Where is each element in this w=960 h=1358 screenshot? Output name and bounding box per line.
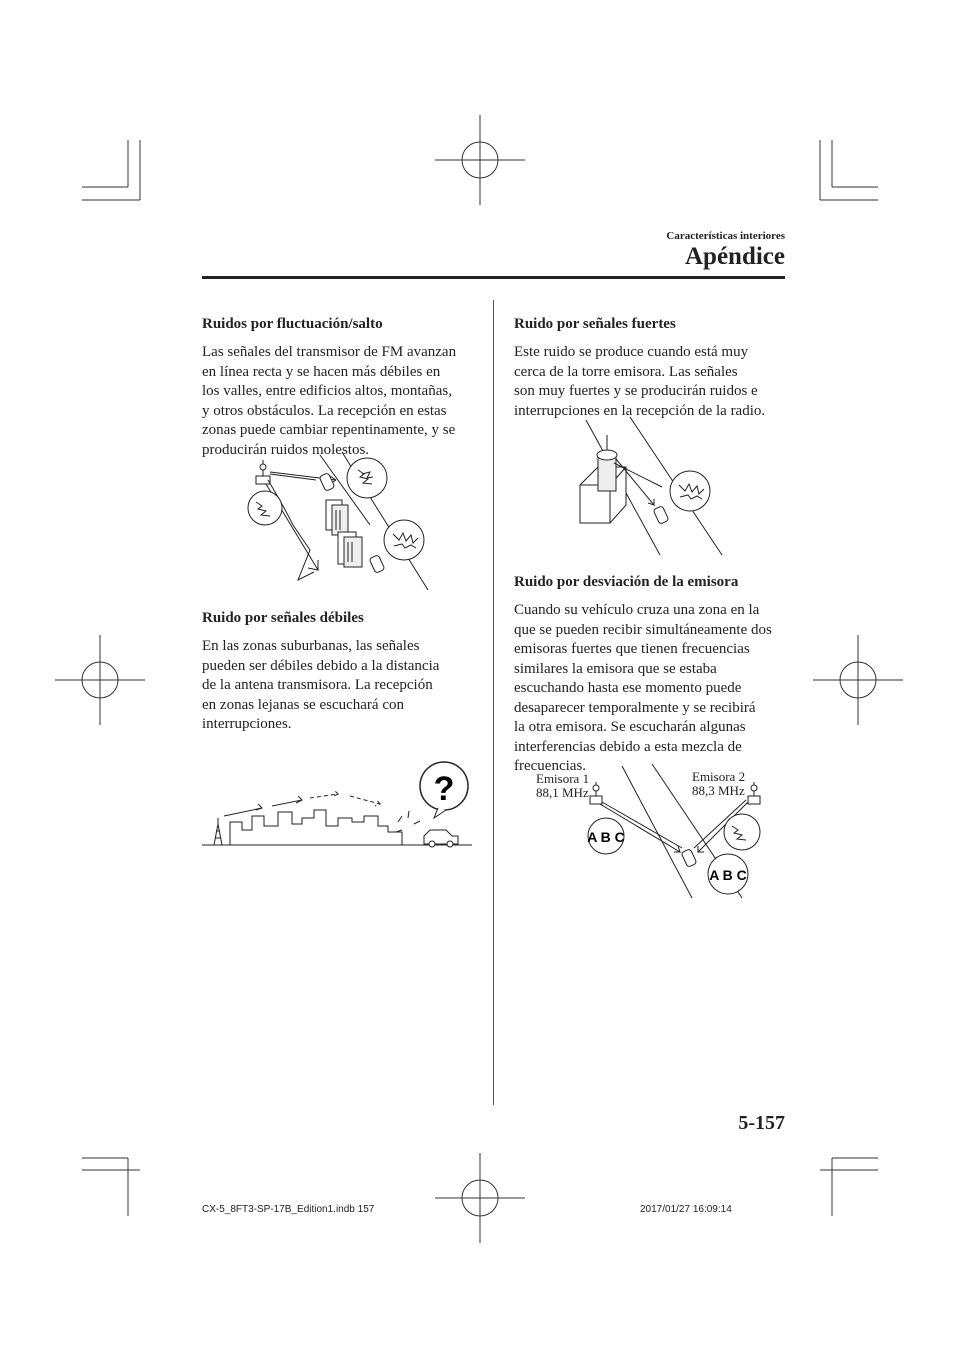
column-divider — [493, 300, 494, 1105]
station2-label: Emisora 2 88,3 MHz — [692, 769, 746, 798]
footer-timestamp: 2017/01/27 16:09:14 — [640, 1204, 732, 1215]
station1-label: Emisora 1 88,1 MHz — [536, 771, 590, 800]
section-body-weak-signal: En las zonas suburbanas, las señales pueden ser débiles debido a la distancia de la antena transmisora. La recepción en zonas lejanas se escuchará con interrupciones. — [202, 638, 440, 732]
page-number: 5-157 — [738, 1112, 785, 1134]
figure-strong-signal — [574, 415, 734, 560]
section-body-strong-signal: Este ruido se produce cuando está muy cerca de la torre emisora. Las señales son muy fuertes y se producirán ruidos e interrupciones en la recepción de la radio. — [514, 344, 766, 419]
section-heading-station-deviation: Ruido por desviación de la emisora — [514, 574, 739, 590]
question-mark-label: ? — [433, 770, 455, 808]
section-title: Características interiores — [666, 230, 785, 242]
section-heading-strong-signal: Ruido por señales fuertes — [514, 316, 676, 332]
section-body-station-deviation: Cuando su vehículo cruza una zona en la que se pueden recibir simultáneamente dos emisoras fuertes que tienen frecuencias similares la emisora que se estaba escuchando hasta ese momento puede desaparecer temporalmente y se recibirá la otra emisora. Se escucharán algunas interferencias debido a esta mezcla de frecuencias. — [514, 602, 772, 774]
header-rule — [202, 276, 785, 279]
chapter-title: Apéndice — [685, 243, 785, 270]
abc-label-station1: A B C — [587, 829, 625, 845]
section-body-fluctuation: Las señales del transmisor de FM avanzan en línea recta y se hacen más débiles en los valles, entre edificios altos, montañas, y otros obstáculos. La recepción en estas zonas puede cambiar repentinamente, y se producirán ruidos molestos. — [202, 344, 457, 458]
figure-weak-signal — [202, 760, 472, 850]
abc-label-mixed: A B C — [709, 867, 747, 883]
section-heading-fluctuation: Ruidos por fluctuación/salto — [202, 316, 383, 332]
section-heading-weak-signal: Ruido por señales débiles — [202, 610, 364, 626]
figure-fluctuation — [238, 450, 438, 600]
footer-file: CX-5_8FT3-SP-17B_Edition1.indb 157 — [202, 1204, 375, 1215]
